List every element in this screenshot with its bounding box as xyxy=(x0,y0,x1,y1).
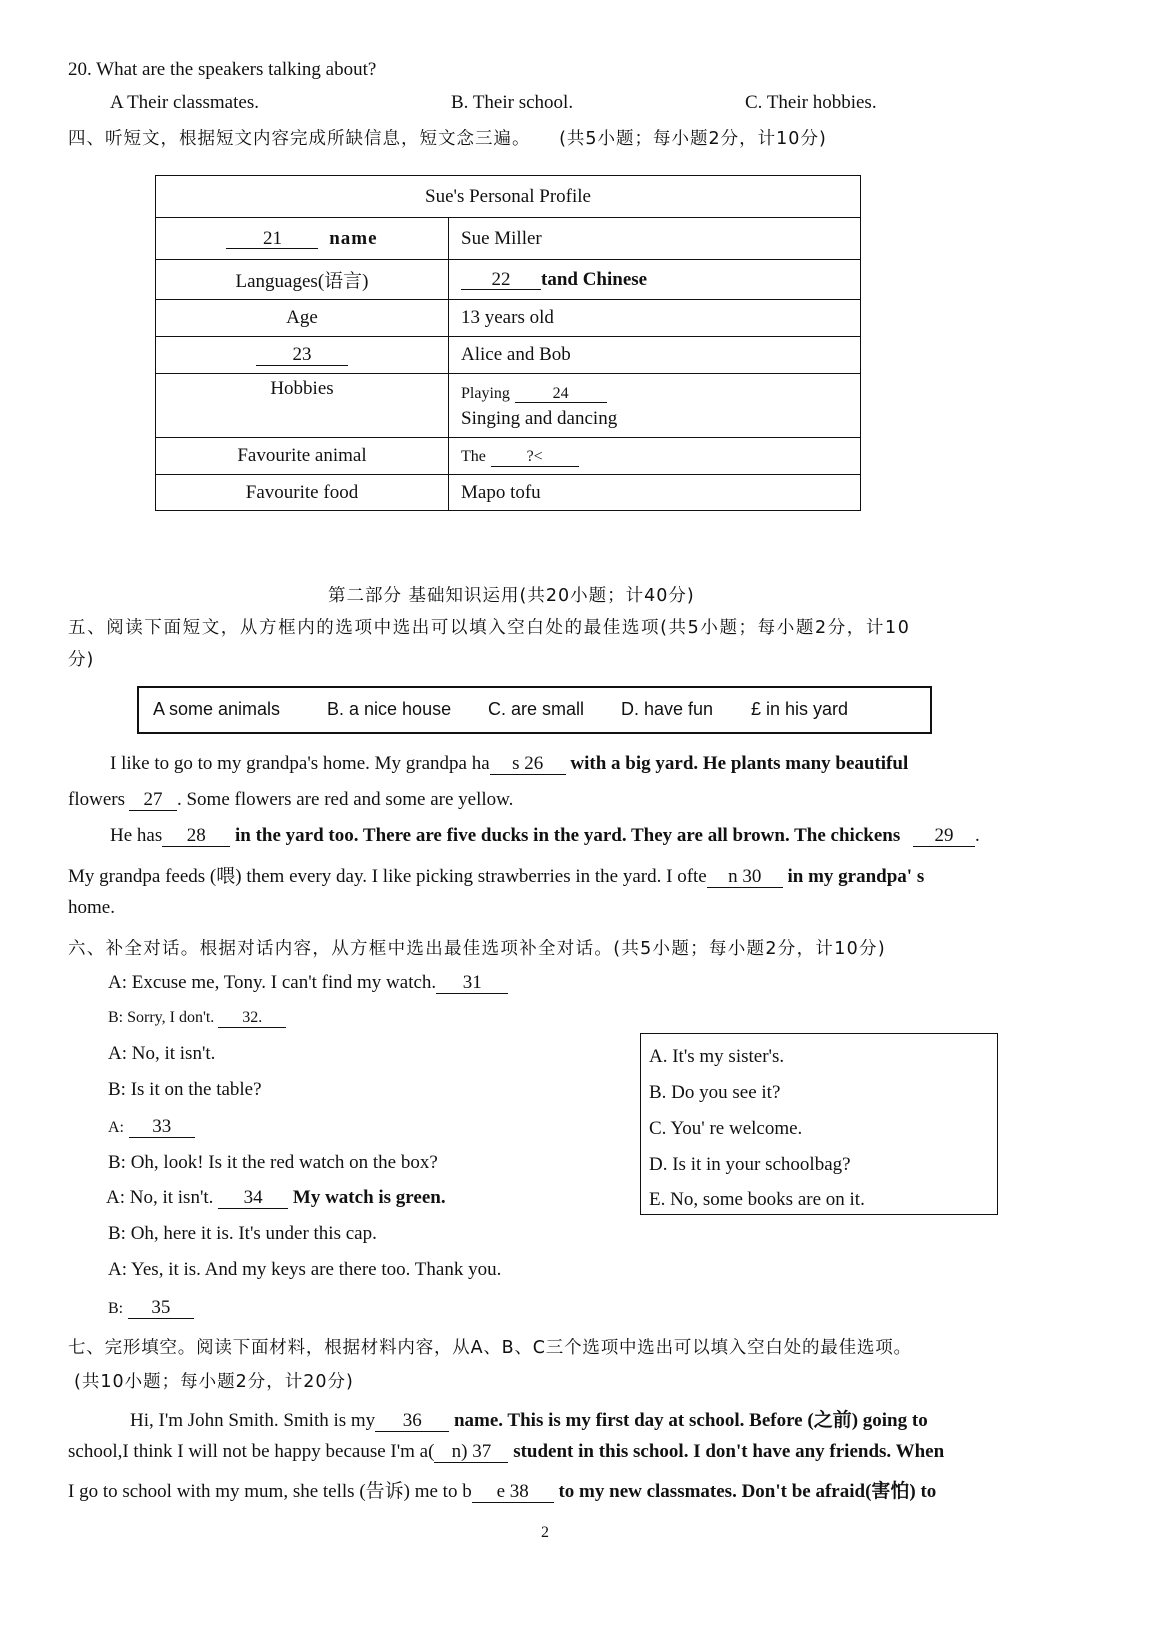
languages-value-text: tand Chinese xyxy=(541,268,648,290)
dialogue-option-b: B. Do you see it? xyxy=(649,1082,781,1103)
passage-5-text: . Some flowers are red and some are yellow. xyxy=(176,789,514,810)
section-5-instruction-line2: 分) xyxy=(68,650,95,670)
dialogue-text: B: xyxy=(108,1300,124,1317)
dialogue-text-bold: My watch is green. xyxy=(292,1187,446,1208)
blank-37: n) 37 xyxy=(434,1442,508,1463)
dialogue-line-5 xyxy=(108,1116,195,1138)
dialogue-option-d: D. Is it in your schoolbag? xyxy=(649,1154,851,1175)
q20-option-b: B. Their school. xyxy=(451,92,574,113)
profile-row-languages-value xyxy=(449,260,861,300)
name-label: name xyxy=(329,227,378,249)
personal-profile-table xyxy=(155,175,861,511)
profile-row-age-value: 13 years old xyxy=(449,300,861,337)
dialogue-text: A: No, it isn't. xyxy=(106,1187,214,1208)
blank-29: 29 xyxy=(913,826,975,847)
dialogue-line-8: B: Oh, here it is. It's under this cap. xyxy=(108,1223,377,1244)
passage-5-text: flowers xyxy=(68,789,125,810)
passage-5-line-5: home. xyxy=(68,897,115,918)
passage-5-text: My grandpa feeds (喂) them every day. I like picking strawberries in the yard. I ofte xyxy=(68,866,707,887)
hobbies-second-line: Singing and dancing xyxy=(461,407,618,429)
dialogue-option-c: C. You' re welcome. xyxy=(649,1118,803,1139)
profile-row-23-label xyxy=(156,337,449,374)
cloze-text-bold: to my new classmates. Don't be afraid(害怕) to xyxy=(558,1481,937,1502)
dialogue-line-7 xyxy=(106,1187,446,1209)
blank-33: 33 xyxy=(129,1117,195,1138)
dialogue-option-a: A. It's my sister's. xyxy=(649,1046,785,1067)
blank-35: 35 xyxy=(128,1298,194,1319)
profile-row-animal-value xyxy=(449,438,861,475)
profile-row-languages-label: Languages(语言) xyxy=(156,260,449,300)
cloze-text-bold: name. This is my first day at school. Before (之前) going to xyxy=(453,1410,928,1431)
blank-26: s 26 xyxy=(490,754,566,775)
dialogue-line-10 xyxy=(108,1297,194,1319)
profile-row-hobbies-label: Hobbies xyxy=(156,374,449,438)
page-number: 2 xyxy=(541,1524,549,1541)
passage-5-line-4 xyxy=(68,861,924,888)
section-6-option-box xyxy=(640,1033,998,1215)
dialogue-option-e: E. No, some books are on it. xyxy=(649,1189,865,1210)
option-e: £ in his yard xyxy=(751,699,849,719)
blank-28: 28 xyxy=(162,826,230,847)
section-7-instruction-line1: 七、完形填空。阅读下面材料，根据材料内容，从A、B、C三个选项中选出可以填入空白处的最佳选项。 xyxy=(68,1338,912,1358)
cloze-text-bold: student in this school. I don't have any friends. When xyxy=(513,1441,945,1462)
blank-21: 21 xyxy=(226,229,318,250)
cloze-text: Hi, I'm John Smith. Smith is my xyxy=(130,1410,376,1431)
profile-row-age-label: Age xyxy=(156,300,449,337)
profile-row-hobbies-value xyxy=(449,374,861,438)
passage-5-text-bold: in my grandpa' s xyxy=(787,866,925,887)
blank-23: 23 xyxy=(256,345,348,366)
blank-25: ?< xyxy=(491,449,579,467)
blank-31: 31 xyxy=(436,973,508,994)
dialogue-line-1 xyxy=(108,972,508,994)
passage-5-line-1 xyxy=(110,753,908,775)
q20-option-c: C. Their hobbies. xyxy=(745,92,877,113)
dialogue-line-9: A: Yes, it is. And my keys are there too. Thank you. xyxy=(108,1259,502,1280)
blank-32: 32. xyxy=(218,1010,286,1028)
profile-row-name-label xyxy=(156,218,449,260)
passage-5-text-bold: in the yard too. There are five ducks in the yard. They are all brown. The chickens xyxy=(234,825,901,846)
blank-36: 36 xyxy=(375,1411,449,1432)
passage-5-line-3 xyxy=(110,825,980,847)
dialogue-line-3: A: No, it isn't. xyxy=(108,1043,216,1064)
section-7-instruction-line2: (共10小题；每小题2分，计20分) xyxy=(74,1372,354,1392)
blank-27: 27 xyxy=(129,790,177,811)
dialogue-line-2 xyxy=(108,1009,286,1028)
hobbies-playing: Playing xyxy=(461,384,510,402)
passage-5-period: . xyxy=(974,825,980,846)
section-5-option-box xyxy=(137,686,932,734)
dialogue-line-6: B: Oh, look! Is it the red watch on the box? xyxy=(108,1152,438,1173)
passage-5-text-bold: with a big yard. He plants many beautiful xyxy=(570,753,909,774)
section-4-instruction-text: 四、听短文，根据短文内容完成所缺信息，短文念三遍。 xyxy=(68,129,531,149)
profile-row-name-value: Sue Miller xyxy=(449,218,861,260)
blank-24: 24 xyxy=(515,386,607,404)
part-2-title: 第二部分 基础知识运用(共20小题；计40分) xyxy=(328,586,695,606)
cloze-line-2 xyxy=(68,1441,944,1463)
dialogue-text: A: Excuse me, Tony. I can't find my watch. xyxy=(108,972,437,993)
option-c: C. are small xyxy=(488,699,585,719)
profile-title: Sue's Personal Profile xyxy=(156,176,861,218)
cloze-line-1 xyxy=(130,1405,928,1432)
passage-5-text: I like to go to my grandpa's home. My grandpa ha xyxy=(110,753,490,774)
option-b: B. a nice house xyxy=(327,699,452,719)
dialogue-text: B: Sorry, I don't. xyxy=(108,1009,215,1026)
cloze-line-3 xyxy=(68,1476,936,1503)
blank-34: 34 xyxy=(218,1188,288,1209)
option-d: D. have fun xyxy=(621,699,714,719)
section-4-instruction xyxy=(68,125,827,150)
section-4-points: (共5小题；每小题2分，计10分) xyxy=(559,129,827,149)
section-5-instruction-line1: 五、阅读下面短文，从方框内的选项中选出可以填入空白处的最佳选项(共5小题；每小题2分，计10 xyxy=(68,618,911,638)
dialogue-text: A: xyxy=(108,1119,124,1136)
dialogue-line-4: B: Is it on the table? xyxy=(108,1079,262,1100)
profile-row-animal-label: Favourite animal xyxy=(156,438,449,475)
q20-option-a: A Their classmates. xyxy=(110,92,259,113)
profile-row-food-value: Mapo tofu xyxy=(449,475,861,511)
passage-5-text: He has xyxy=(110,825,163,846)
option-a: A some animals xyxy=(153,699,281,719)
q20-question: 20. What are the speakers talking about? xyxy=(68,59,377,80)
animal-the: The xyxy=(461,448,486,465)
section-6-instruction: 六、补全对话。根据对话内容，从方框中选出最佳选项补全对话。(共5小题；每小题2分，计10分) xyxy=(68,939,886,959)
blank-22: 22 xyxy=(461,270,541,291)
blank-38: e 38 xyxy=(472,1482,554,1503)
blank-30: n 30 xyxy=(707,867,783,888)
passage-5-line-2 xyxy=(68,789,513,811)
profile-row-23-value: Alice and Bob xyxy=(449,337,861,374)
cloze-text: I go to school with my mum, she tells (告诉) me to b xyxy=(68,1481,472,1502)
cloze-text: school,I think I will not be happy because I'm a( xyxy=(68,1441,435,1462)
profile-row-food-label: Favourite food xyxy=(156,475,449,511)
